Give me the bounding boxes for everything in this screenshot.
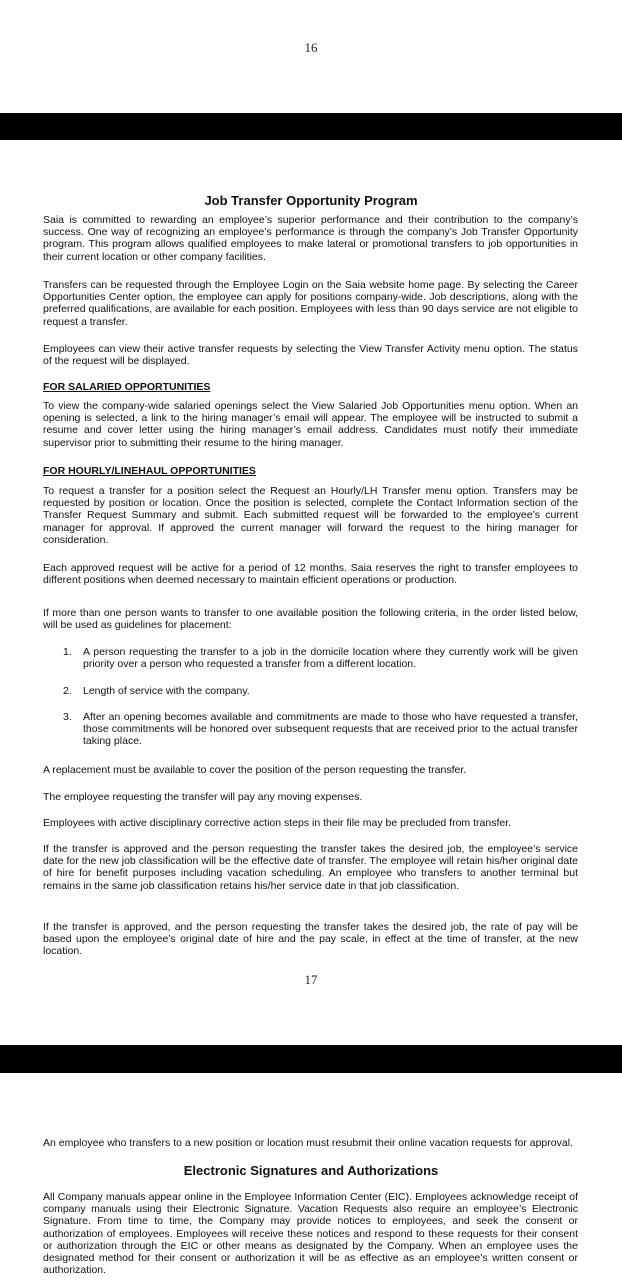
paragraph-replacement: A replacement must be available to cover the position of the person requesting the transfer.: [43, 764, 467, 776]
page-separator-bar: [0, 1045, 622, 1073]
heading-hourly: FOR HOURLY/LINEHAUL OPPORTUNITIES: [43, 465, 256, 477]
paragraph-disciplinary: Employees with active disciplinary corrective action steps in their file may be precluded from transfer.: [43, 817, 512, 829]
paragraph-approved-request: Each approved request will be active for a period of 12 months. Saia reserves the right to transfer employees to different positions when deemed necessary to maintain efficient operations or production.: [43, 562, 578, 587]
page-separator-bar: [0, 113, 622, 140]
page-number-top: 16: [304, 40, 318, 55]
list-text: Length of service with the company.: [83, 685, 250, 697]
paragraph-view-activity: Employees can view their active transfer requests by selecting the View Transfer Activity menu option. The status of the request will be displayed.: [43, 343, 578, 368]
heading-salaried: FOR SALARIED OPPORTUNITIES: [43, 381, 211, 393]
list-text: After an opening becomes available and commitments are made to those who have requested a transfer, those commitments will be honored over subsequent requests that are received prior to the actual transfer taking place.: [83, 711, 578, 748]
list-number: 1.: [63, 646, 72, 658]
section-title-electronic-signatures: Electronic Signatures and Authorizations: [183, 1163, 439, 1178]
paragraph-electronic-signatures: All Company manuals appear online in the Employee Information Center (EIC). Employees acknowledge receipt of company manuals using their Electronic Signature. Vacation Requests also require an employee’s Electronic Signature. From time to time, the Company may provide notices to employees, and seek the consent or authorization of employees. Employees will receive these notices and respond to these requests for their consent or authorization through the EIC or other means as designated by the Company. When an employee uses the designated method for their consent or authorization it will be as effective as an employee’s written consent or authorization.: [43, 1191, 578, 1277]
paragraph-intro: Saia is committed to rewarding an employee’s superior performance and their contribution to the company’s success. One way of recognizing an employee’s performance is through the company’s Job Transfer Opportunity program. This program allows qualified employees to make lateral or promotional transfers to job opportunities in their current location or other company facilities.: [43, 214, 578, 263]
paragraph-transfers-request: Transfers can be requested through the Employee Login on the Saia website home page. By selecting the Career Opportunities Center option, the employee can apply for positions company-wide. Job descriptions, along with the preferred qualifications, are available for each position. Employees with less than 90 days service are not eligible to request a transfer.: [43, 279, 578, 328]
list-number: 2.: [63, 685, 72, 697]
paragraph-rate-of-pay: If the transfer is approved, and the person requesting the transfer takes the desired job, the rate of pay will be based upon the employee’s original date of hire and the pay scale, in effect at the time of transfer, at the new location.: [43, 921, 578, 958]
paragraph-salaried: To view the company-wide salaried openings select the View Salaried Job Opportunities menu option. When an opening is selected, a link to the hiring manager’s email will appear. The employee will be instructed to submit a resume and cover letter using the hiring manager’s email address. Candidates must notify their immediate supervisor prior to submitting their resume to the hiring manager.: [43, 400, 578, 449]
paragraph-criteria: If more than one person wants to transfer to one available position the following criteria, in the order listed below, will be used as guidelines for placement:: [43, 607, 578, 632]
section-title-job-transfer: Job Transfer Opportunity Program: [204, 193, 418, 208]
paragraph-service-date: If the transfer is approved and the person requesting the transfer takes the desired job, the employee’s service date for the new job classification will be the effective date of transfer. The employee will retain his/her original date of hire for benefit purposes including vacation scheduling. An employee who transfers to another terminal but remains in the same job classification retains his/her service date in that job classification.: [43, 843, 578, 892]
paragraph-vacation-resubmit: An employee who transfers to a new position or location must resubmit their online vacation requests for approval.: [43, 1137, 573, 1149]
paragraph-hourly: To request a transfer for a position select the Request an Hourly/LH Transfer menu option. Transfers may be requested by position or location. Once the position is selected, complete the Contact Information section of the Transfer Request Summary and submit. Each submitted request will be forwarded to the employee’s current manager for approval. If approved the current manager will forward the request to the hiring manager for consideration.: [43, 485, 578, 546]
paragraph-moving-expenses: The employee requesting the transfer will pay any moving expenses.: [43, 791, 363, 803]
list-text: A person requesting the transfer to a job in the domicile location where they currently work will be given priority over a person who requested a transfer from a different location.: [83, 646, 578, 671]
list-number: 3.: [63, 711, 72, 723]
page-number-bottom: 17: [304, 972, 318, 987]
criteria-list: [43, 646, 578, 756]
